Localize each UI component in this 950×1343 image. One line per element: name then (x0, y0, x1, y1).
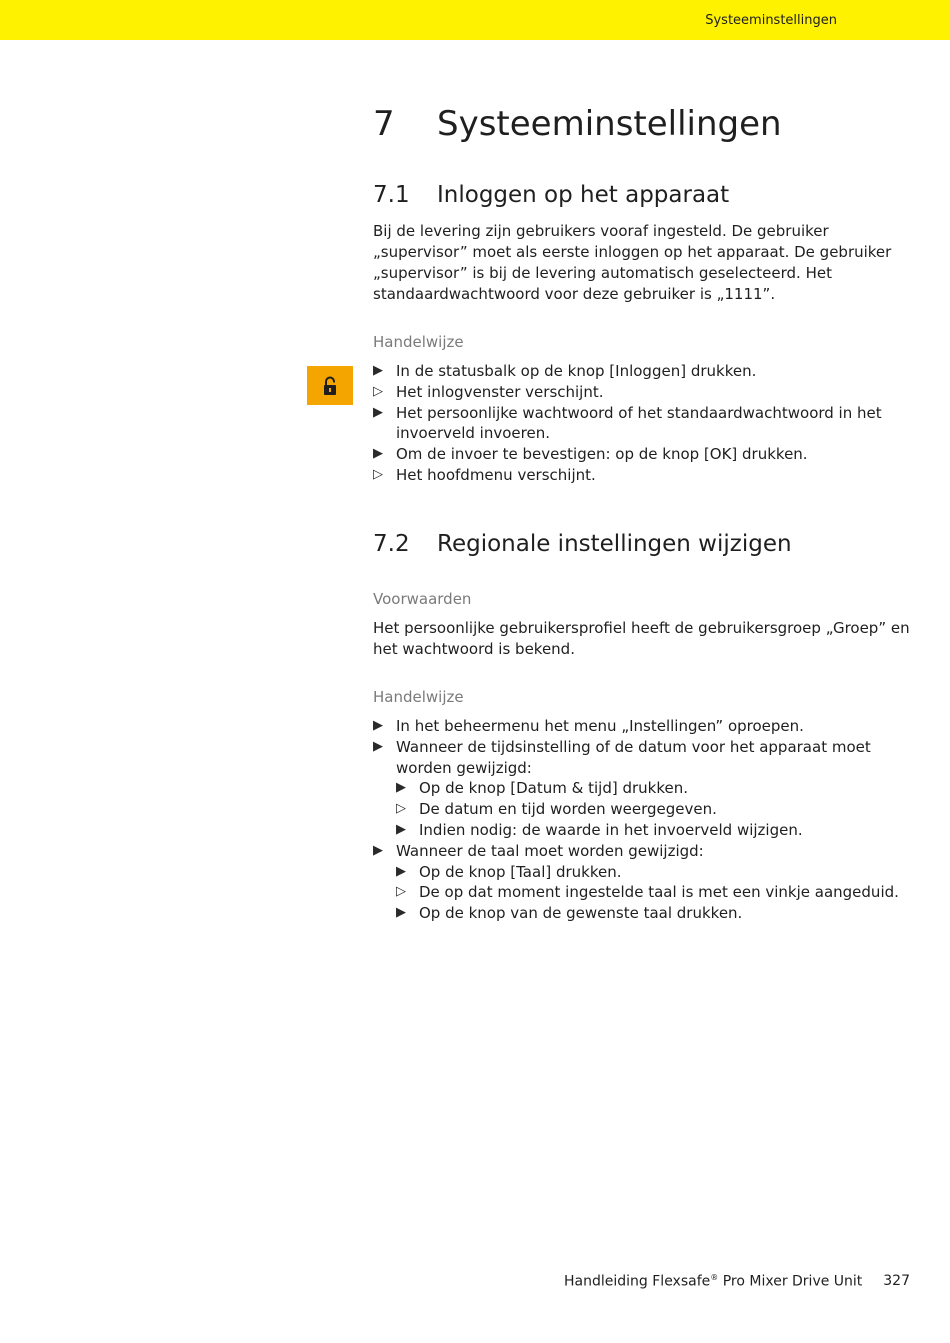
result-arrow-icon: ▷ (396, 801, 406, 817)
conditions-text: Het persoonlijke gebruikersprofiel heeft de gebruikersgroep „Groep” en het wachtwoord is bekend. (373, 619, 910, 658)
step-item (373, 403, 913, 445)
chapter-title: Systeeminstellingen (437, 104, 782, 144)
result-arrow-icon: ▷ (373, 383, 383, 399)
section-title: Regionale instellingen wijzigen (437, 531, 792, 557)
section-7-1-steps (373, 361, 913, 486)
result-arrow-icon: ▷ (396, 884, 406, 900)
footer-title-rest: Pro Mixer Drive Unit (718, 1273, 863, 1290)
chapter-number: 7 (373, 104, 395, 144)
step-text: In de statusbalk op de knop [Inloggen] drukken. (396, 362, 757, 380)
step-text: In het beheermenu het menu „Instellingen” oproepen. (396, 717, 804, 735)
result-arrow-icon: ▷ (373, 466, 383, 482)
step-item (373, 465, 913, 486)
step-text: Op de knop [Taal] drukken. (419, 862, 622, 881)
step-item (373, 361, 913, 382)
section-title: Inloggen op het apparaat (437, 182, 730, 208)
step-item (373, 737, 913, 841)
procedure-label: Handelwijze (373, 688, 464, 706)
action-arrow-icon: ▶ (373, 363, 383, 378)
conditions-label: Voorwaarden (373, 590, 472, 608)
step-text: Op de knop van de gewenste taal drukken. (419, 904, 743, 923)
step-text: De datum en tijd worden weergegeven. (419, 800, 717, 819)
section-7-1-heading (373, 180, 913, 210)
step-item (396, 799, 913, 820)
step-text: Wanneer de taal moet worden gewijzigd: (396, 841, 704, 860)
sub-step-list (396, 778, 913, 840)
chapter-heading (373, 102, 913, 146)
sub-step-list (396, 862, 913, 924)
step-item (396, 820, 913, 841)
action-arrow-icon: ▶ (373, 446, 383, 462)
step-item (373, 841, 913, 924)
step-item (373, 716, 913, 737)
footer-title-main: Handleiding Flexsafe (564, 1273, 711, 1290)
section-number: 7.2 (373, 531, 410, 557)
step-text: De op dat moment ingestelde taal is met een vinkje aangeduid. (419, 883, 899, 902)
action-arrow-icon: ▶ (396, 780, 406, 796)
page-number: 327 (883, 1273, 910, 1289)
step-text: Op de knop [Datum & tijd] drukken. (419, 779, 688, 798)
header-bar (0, 0, 950, 40)
action-arrow-icon: ▶ (373, 738, 383, 754)
action-arrow-icon: ▶ (373, 404, 383, 420)
section-7-1-intro: Bij de levering zijn gebruikers vooraf ingesteld. De gebruiker „supervisor” moet als eerste inloggen op het apparaat. De gebruiker „supervisor” is bij de levering automatisch geselecteerd. Het standaardwachtwoord voor deze gebruiker is „1111”. (373, 222, 892, 303)
step-text: Wanneer de tijdsinstelling of de datum voor het apparaat moet worden gewijzigd: (396, 737, 871, 777)
action-arrow-icon: ▶ (396, 821, 406, 837)
step-item (396, 903, 913, 924)
running-header-title: Systeeminstellingen (705, 13, 837, 28)
unlock-icon (307, 366, 353, 405)
footer-document-title (564, 1273, 862, 1290)
step-text: Het persoonlijke wachtwoord of het standaardwachtwoord in het invoerveld invoeren. (396, 403, 882, 443)
section-7-2-steps (373, 716, 913, 924)
procedure-label: Handelwijze (373, 333, 464, 351)
step-item (373, 382, 913, 403)
section-number: 7.1 (373, 182, 410, 208)
step-item (396, 862, 913, 883)
action-arrow-icon: ▶ (396, 905, 406, 921)
step-item (396, 778, 913, 799)
registered-mark: ® (710, 1273, 719, 1282)
action-arrow-icon: ▶ (373, 842, 383, 858)
step-text: Het hoofdmenu verschijnt. (396, 465, 596, 484)
step-item (396, 882, 913, 903)
section-7-2-heading (373, 529, 913, 559)
step-item (373, 444, 913, 465)
action-arrow-icon: ▶ (396, 863, 406, 879)
step-text: Om de invoer te bevestigen: op de knop [OK] drukken. (396, 445, 808, 464)
step-text: Het inlogvenster verschijnt. (396, 382, 604, 401)
action-arrow-icon: ▶ (373, 718, 383, 733)
step-text: Indien nodig: de waarde in het invoerveld wijzigen. (419, 820, 803, 839)
